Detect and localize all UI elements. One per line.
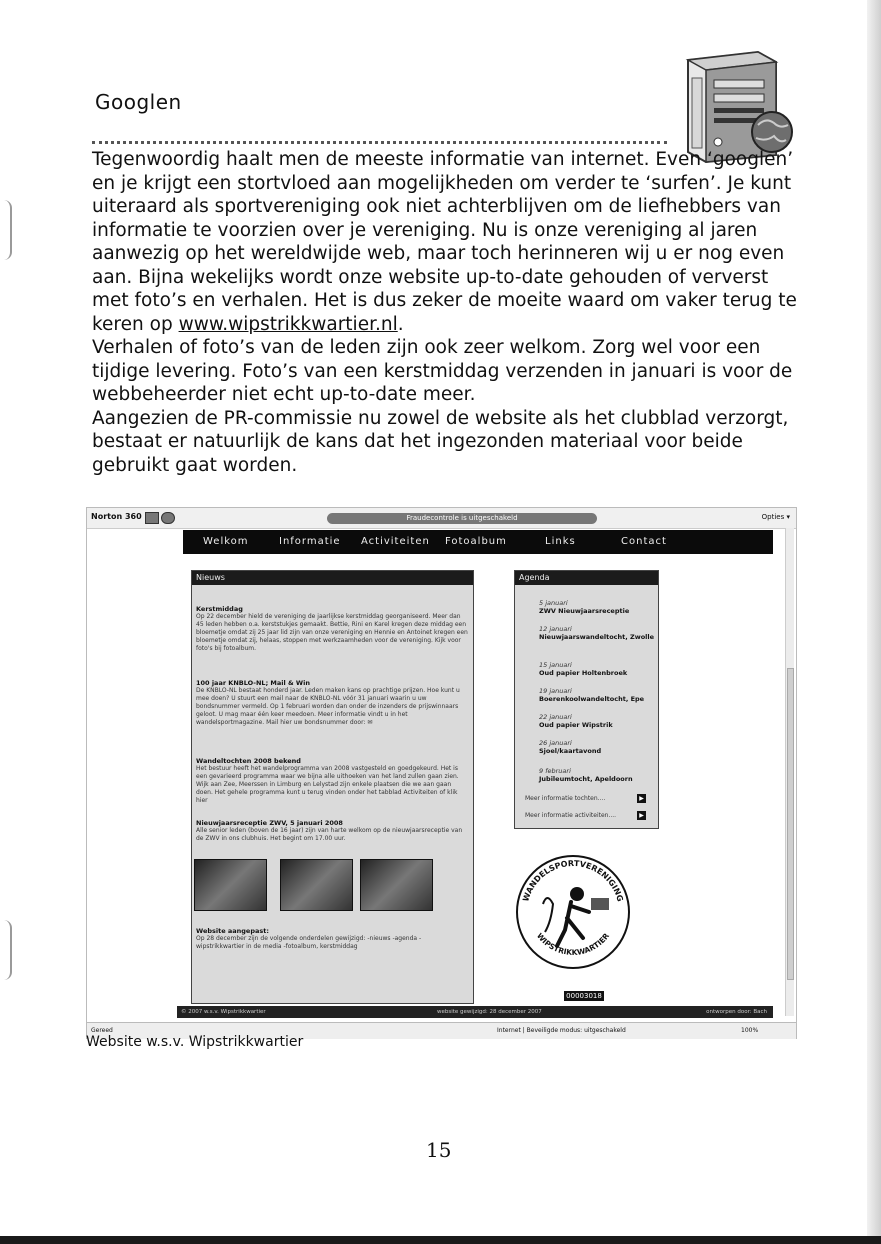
agenda-date: 22 januari: [539, 713, 572, 721]
website-link[interactable]: www.wipstrikkwartier.nl: [178, 313, 398, 335]
nav-contact: Contact: [621, 536, 667, 547]
globe-icon: [161, 512, 175, 524]
arrow-right-icon: ▶: [637, 811, 646, 820]
nav-activiteiten: Activiteiten: [361, 536, 430, 547]
paragraph: Verhalen of foto’s van de leden zijn ook zeer welkom. Zorg wel voor een tijdige levering. Foto’s van een kerstmiddag verzenden in januari is voor de webbeheerder niet echt up-to-date meer.: [92, 337, 793, 405]
agenda-event: Nieuwjaarswandeltocht, Zwolle: [539, 633, 655, 641]
agenda-more-tours: Meer informatie tochten....: [525, 795, 606, 802]
website-screenshot: [86, 507, 797, 1039]
article-body: [92, 148, 802, 477]
agenda-event: Oud papier Holtenbroek: [539, 669, 628, 677]
agenda-event: Boerenkoolwandeltocht, Epe: [539, 695, 645, 703]
agenda-event: ZWV Nieuwjaarsreceptie: [539, 607, 630, 615]
arrow-right-icon: ▶: [637, 794, 646, 803]
figure-caption: Website w.s.v. Wipstrikkwartier: [86, 1034, 304, 1050]
nav-fotoalbum: Fotoalbum: [445, 536, 507, 547]
news-text: Alle senior leden (boven de 16 jaar) zijn van harte welkom op de nieuwjaarsreceptie van de ZWV in ons clubhuis. Het begint om 17.00 uur.: [196, 827, 463, 842]
agenda-event: Sjoel/kaartavond: [539, 747, 602, 755]
agenda-event: Oud papier Wipstrik: [539, 721, 613, 729]
paragraph: Tegenwoordig haalt men de meeste informatie van internet. Even ‘googlen’ en je krijgt een stortvloed aan mogelijkheden om verder te ‘surfen’. Je kunt uiteraard als sportvereniging ook niet achterblijven om de liefhebbers van informatie te voorzien over je vereniging. Nu is onze vereniging al jaren aanwezig op het wereldwijde web, maar toch herinneren wij u er nog even aan. Bijna wekelijks wordt onze website up-to-date gehouden of ververst met foto’s en verhalen. Het is dus zeker de moeite waard om vaker terug te keren op www.wipstrikkwartier.nl.: [92, 149, 797, 335]
section-heading: Googlen: [95, 90, 182, 114]
news-heading: Nieuwjaarsreceptie ZWV, 5 januari 2008: [196, 819, 343, 827]
logo-bottom-text: WIPSTRIKKWARTIER: [534, 931, 612, 957]
news-photo: [280, 859, 353, 911]
paragraph: Aangezien de PR-commissie nu zowel de website als het clubblad verzorgt, bestaat er natuurlijk de kans dat het ingezonden materiaal voor beide gebruikt gaat worden.: [92, 407, 789, 476]
news-text: Op 22 december hield de vereniging de jaarlijkse kerstmiddag georganiseerd. Meer dan 45 leden hebben o.a. kerststukjes gemaakt. Bettie, Rini en Karel kregen deze middag een bloemetje omdat zij 25 jaar lid zijn van onze vereniging en Hennie en Antoinet kregen een bloemetje omdat zij, helaas, stoppen met werkzaamheden voor de vereniging. Kijk voor foto's bij fotoalbum.: [196, 613, 468, 652]
news-heading: 100 jaar KNBLO-NL; Mail & Win: [196, 679, 310, 687]
site-footer: [177, 1006, 773, 1018]
toolbar-icon: [145, 512, 159, 524]
agenda-box: [514, 570, 659, 829]
logo-top-text: WANDELSPORTVERENIGING: [521, 858, 625, 903]
binding-mark: [0, 200, 12, 260]
site-nav: [183, 530, 773, 554]
news-photo: [360, 859, 433, 911]
nav-informatie: Informatie: [279, 536, 341, 547]
agenda-date: 9 februari: [539, 767, 571, 775]
agenda-date: 12 januari: [539, 625, 572, 633]
news-title: Nieuws: [192, 571, 473, 585]
browser-toolbar: [87, 508, 796, 529]
nav-welkom: Welkom: [203, 536, 249, 547]
news-box: [191, 570, 474, 1004]
visitor-counter: 00003018: [564, 991, 604, 1001]
nav-links: Links: [545, 536, 576, 547]
phishing-filter-bar: Fraudecontrole is uitgeschakeld: [327, 513, 597, 524]
agenda-date: 26 januari: [539, 739, 572, 747]
options-menu: Opties ▾: [761, 513, 790, 521]
footer-modified: website gewijzigd: 28 december 2007: [437, 1009, 542, 1015]
news-heading: Kerstmiddag: [196, 605, 243, 613]
agenda-title: Agenda: [515, 571, 658, 585]
agenda-event: Jubileumtocht, Apeldoorn: [539, 775, 633, 783]
scan-edge-bottom: [0, 1236, 881, 1244]
agenda-date: 19 januari: [539, 687, 572, 695]
heading-divider: [92, 141, 667, 144]
agenda-more-activities: Meer informatie activiteiten....: [525, 812, 617, 819]
binding-mark: [0, 920, 12, 980]
scrollbar: [785, 528, 794, 1016]
page-number: 15: [426, 1138, 452, 1162]
norton-label: Norton 360: [91, 512, 142, 521]
status-text: Gereed: [91, 1027, 113, 1034]
zoom-level: 100%: [741, 1027, 759, 1034]
scan-edge: [867, 0, 881, 1244]
security-zone: Internet | Beveiligde modus: uitgeschakeld: [497, 1027, 626, 1034]
news-heading: Website aangepast:: [196, 927, 269, 935]
news-text: Het bestuur heeft het wandelprogramma van 2008 vastgesteld en goedgekeurd. Het is een gevarieerd programma waar we bijna alle uithoeken van het land zullen gaan zien. Wijk aan Zee, Meerssen in Limburg en Lelystad zijn enkele plaatsen die we aan gaan doen. Het gehele programma kunt u terug vinden onder het tabblad Activiteiten of klik hier: [196, 765, 459, 804]
news-photo: [194, 859, 267, 911]
news-heading: Wandeltochten 2008 bekend: [196, 757, 301, 765]
footer-copyright: © 2007 w.s.v. Wipstrikkwartier: [181, 1009, 266, 1015]
news-text: De KNBLO-NL bestaat honderd jaar. Leden maken kans op prachtige prijzen. Hoe kunt u mee doen? U stuurt een mail naar de KNBLO-NL vóór 31 januari waarin u uw bondsnummer vermeld. Op 1 februari worden dan onder de inzenders de prijswinnaars geloot. U mag maar één keer meedoen. Meer informatie vindt u in het wandelsportmagazine. Mail hier uw bondsnummer door: ✉: [196, 687, 460, 726]
footer-designer: ontworpen door: Bach: [706, 1009, 767, 1015]
agenda-date: 15 januari: [539, 661, 572, 669]
scroll-thumb: [787, 668, 794, 980]
news-text: Op 28 december zijn de volgende onderdelen gewijzigd: -nieuws -agenda -wipstrikkwartier in de media -fotoalbum, kerstmiddag: [196, 935, 422, 950]
club-logo: [513, 846, 633, 976]
agenda-date: 5 januari: [539, 599, 568, 607]
